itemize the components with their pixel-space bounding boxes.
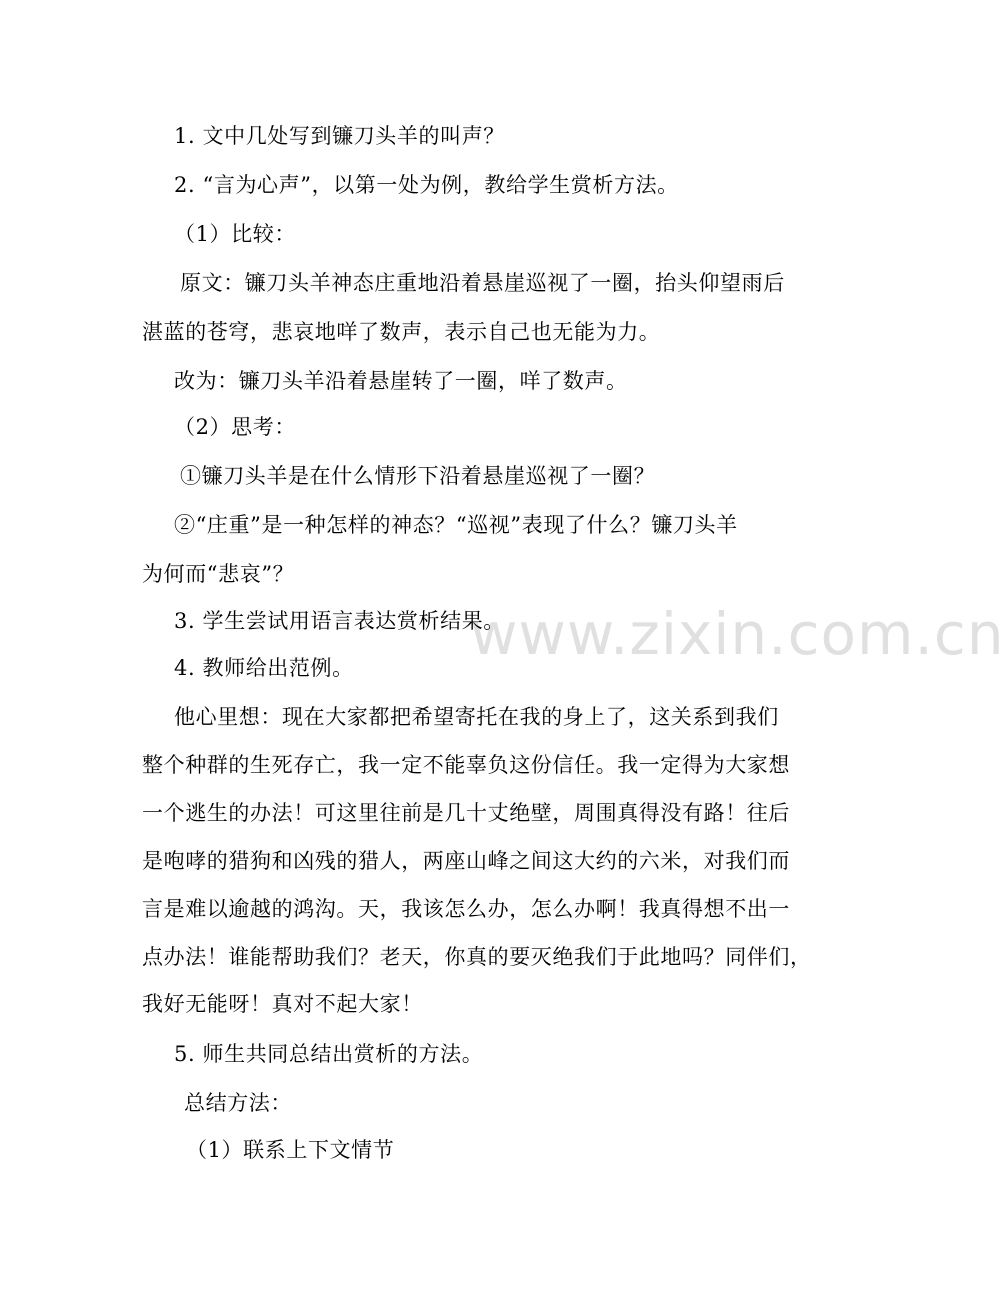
think-question-2-line-1: ②“庄重”是一种怎样的神态？“巡视”表现了什么？镰刀头羊	[174, 513, 738, 537]
original-text-line-1: 原文：镰刀头羊神态庄重地沿着悬崖巡视了一圈，抬头仰望雨后	[180, 271, 785, 295]
summary-item-1: （1）联系上下文情节	[186, 1138, 395, 1162]
example-line: 我好无能呀！真对不起大家！	[142, 992, 423, 1016]
example-line: 点办法！谁能帮助我们？老天，你真的要灭绝我们于此地吗？同伴们，	[142, 945, 812, 969]
think-question-2-line-2: 为何而“悲哀”？	[142, 562, 295, 586]
example-line: 一个逃生的办法！可这里往前是几十丈绝壁，周围真得没有路！往后	[142, 801, 790, 825]
changed-text: 改为：镰刀头羊沿着悬崖转了一圈，咩了数声。	[174, 369, 628, 393]
question-2: 2. “言为心声”，以第一处为例，教给学生赏析方法。	[174, 173, 679, 197]
watermark: www.zixin.com.cn	[470, 600, 1005, 668]
example-line: 他心里想：现在大家都把希望寄托在我的身上了，这关系到我们	[174, 705, 779, 729]
original-text-line-2: 湛蓝的苍穹，悲哀地咩了数声，表示自己也无能为力。	[142, 320, 661, 344]
summary-label: 总结方法：	[184, 1091, 292, 1115]
example-line: 整个种群的生死存亡，我一定不能辜负这份信任。我一定得为大家想	[142, 753, 790, 777]
step-2-label: （2）思考：	[174, 415, 296, 439]
example-line: 言是难以逾越的鸿沟。天，我该怎么办，怎么办啊！我真得想不出一	[142, 897, 790, 921]
question-1: 1. 文中几处写到镰刀头羊的叫声？	[174, 124, 505, 148]
think-question-1: ①镰刀头羊是在什么情形下沿着悬崖巡视了一圈？	[180, 464, 656, 488]
step-1-label: （1）比较：	[174, 222, 296, 246]
question-4: 4. 教师给出范例。	[174, 656, 354, 680]
example-line: 是咆哮的猎狗和凶残的猎人，两座山峰之间这大约的六米，对我们而	[142, 849, 790, 873]
question-5: 5. 师生共同总结出赏析的方法。	[174, 1042, 484, 1066]
question-3: 3. 学生尝试用语言表达赏析结果。	[174, 609, 505, 633]
